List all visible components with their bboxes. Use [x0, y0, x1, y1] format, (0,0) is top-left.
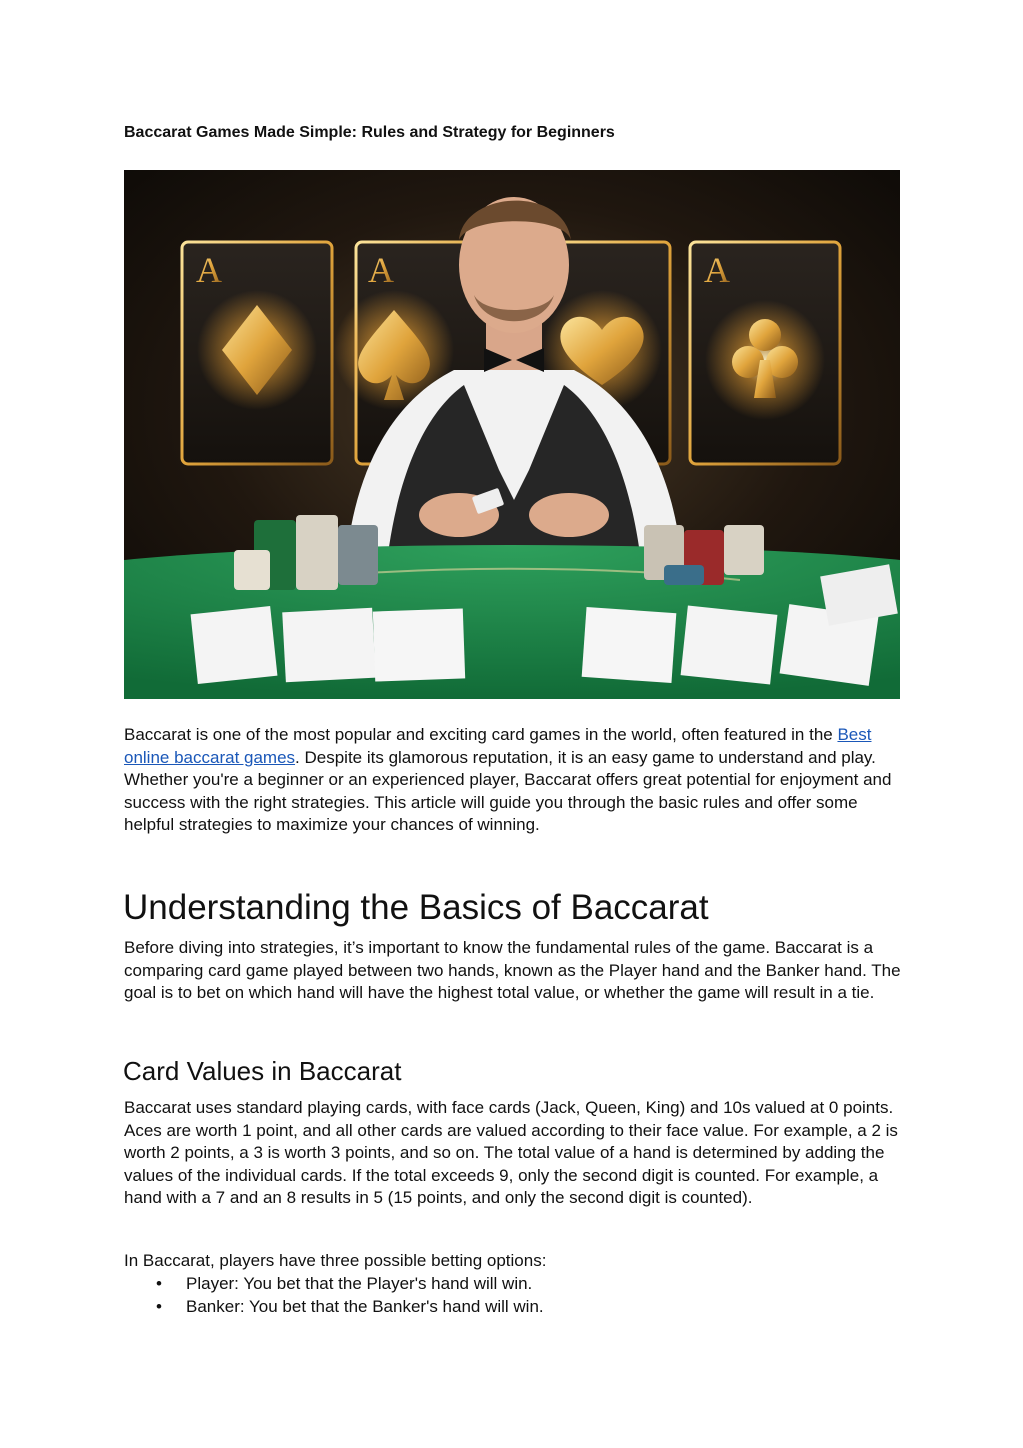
card-rank-label: A: [368, 250, 394, 290]
card-ace-diamonds: [182, 242, 332, 464]
list-item: [124, 1273, 544, 1296]
intro-text-after-link: . Despite its glamorous reputation, it is an easy game to understand and play. Whether you're a beginner or an experienced player, Baccarat offers great potential for enjoyment and success with the right strategies. This article will guide you through the basic rules and offer some helpful strategies to maximize your chances of winning.: [124, 747, 892, 835]
document-title: Baccarat Games Made Simple: Rules and Strategy for Beginners: [124, 124, 615, 141]
card-values-heading: Card Values in Baccarat: [123, 1056, 402, 1086]
card-rank-label: A: [704, 250, 730, 290]
bullet-icon: •: [156, 1296, 162, 1316]
intro-paragraph: [124, 724, 904, 837]
list-item-text: Banker: You bet that the Banker's hand will win.: [186, 1296, 544, 1316]
basics-paragraph: Before diving into strategies, it’s important to know the fundamental rules of the game. Baccarat is a comparing card game played between two hands, known as the Player hand and the Banker hand. The goal is to bet on which hand will have the highest total value, or whether the game will result in a tie.: [124, 938, 901, 1003]
betting-options-intro: In Baccarat, players have three possible betting options:: [124, 1251, 547, 1270]
hero-image: [124, 170, 900, 699]
bullet-icon: •: [156, 1274, 162, 1293]
intro-text-before-link: Baccarat is one of the most popular and exciting card games in the world, often featured in the: [124, 725, 838, 744]
betting-options-list: [124, 1273, 544, 1318]
card-rank-label: A: [196, 250, 222, 290]
card-values-paragraph: Baccarat uses standard playing cards, with face cards (Jack, Queen, King) and 10s valued at 0 points. Aces are worth 1 point, and all other cards are valued according to their face value. For example, a 2 is worth 2 points, a 3 is worth 3 points, and so on. The total value of a hand is determined by adding the values of the individual cards. If the total exceeds 9, only the second digit is counted. For example, a hand with a 7 and an 8 results in 5 (15 points, and only the second digit is counted).: [124, 1098, 898, 1208]
list-item-text: Player: You bet that the Player's hand will win.: [186, 1274, 533, 1293]
basics-heading: Understanding the Basics of Baccarat: [123, 888, 709, 927]
list-item: [124, 1296, 544, 1319]
best-online-baccarat-link[interactable]: Best online baccarat games: [124, 725, 872, 767]
card-ace-clubs: [690, 242, 840, 464]
